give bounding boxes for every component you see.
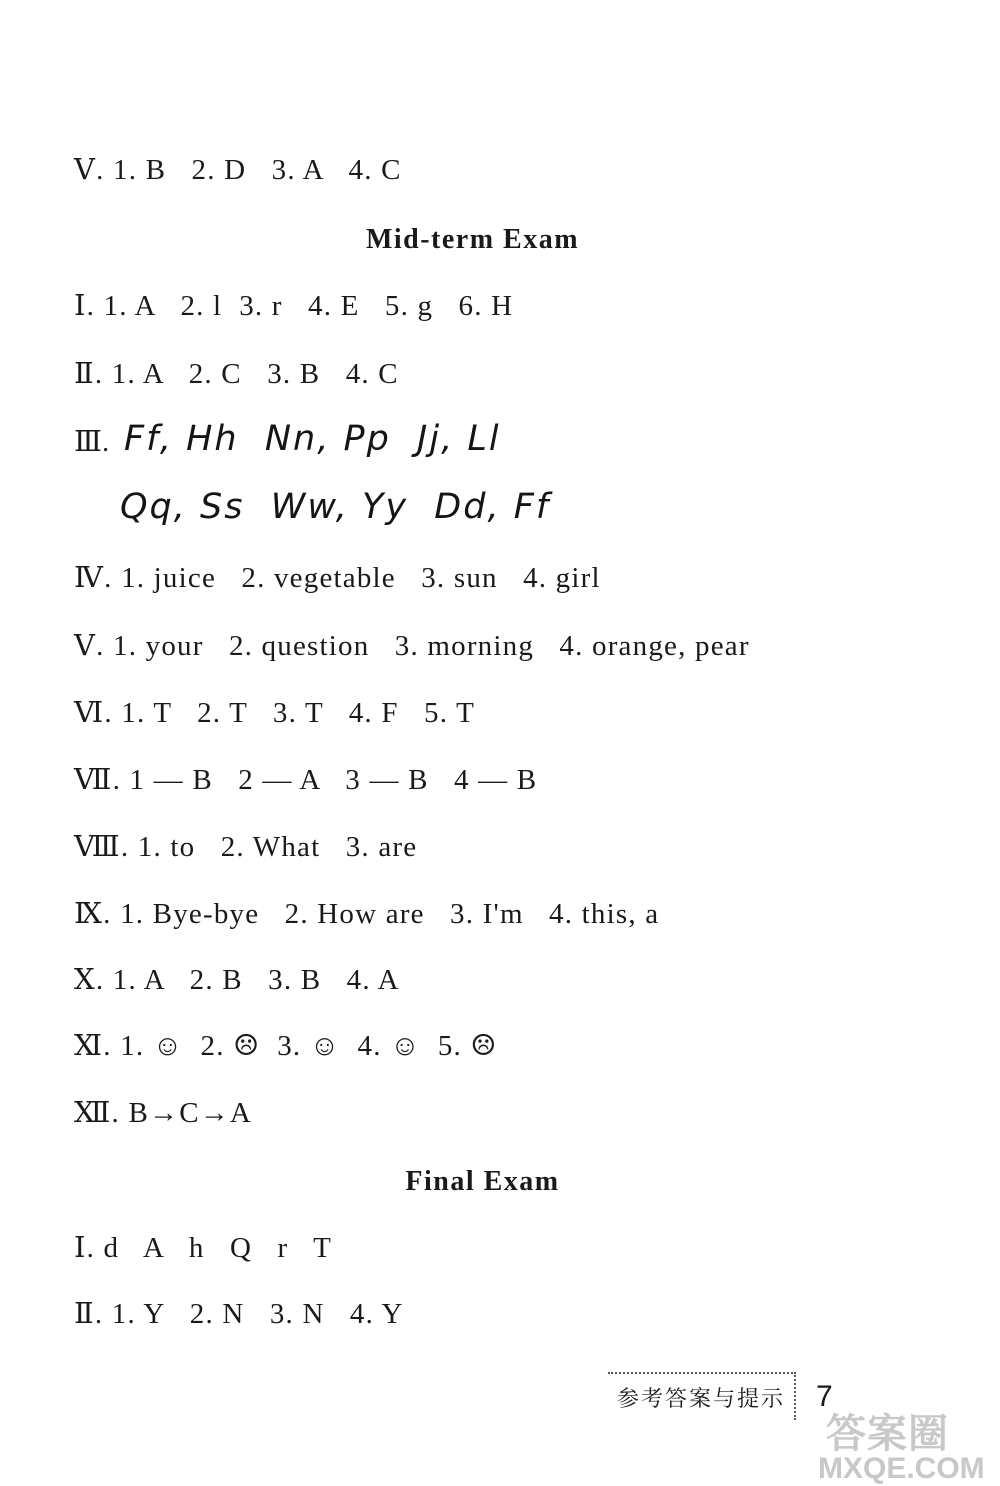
final-section-ii: Ⅱ. 1. Y 2. N 3. N 4. Y — [74, 1298, 404, 1330]
final-section-i: Ⅰ. d A h Q r T — [74, 1232, 333, 1264]
midterm-section-iv: Ⅳ. 1. juice 2. vegetable 3. sun 4. girl — [74, 562, 601, 594]
page-number: 7 — [816, 1380, 833, 1413]
final-title: Final Exam — [405, 1166, 560, 1197]
handwritten-letters-row-1: Ff, Hh Nn, Pp Jj, Ll — [124, 419, 501, 459]
watermark-brand: 答案圈 — [826, 1412, 949, 1456]
midterm-section-vi: Ⅵ. 1. T 2. T 3. T 4. F 5. T — [74, 697, 475, 729]
midterm-section-ix: Ⅸ. 1. Bye-bye 2. How are 3. I'm 4. this, a — [74, 898, 660, 930]
section-v-answers: Ⅴ. 1. B 2. D 3. A 4. C — [74, 154, 402, 186]
midterm-section-v: Ⅴ. 1. your 2. question 3. morning 4. orange, pear — [74, 630, 750, 662]
watermark-url: MXQE.COM — [818, 1452, 985, 1485]
midterm-section-vii: Ⅶ. 1 — B 2 — A 3 — B 4 — B — [74, 764, 538, 796]
midterm-section-xi: Ⅺ. 1. ☺ 2. ☹ 3. ☺ 4. ☺ 5. ☹ — [74, 1030, 498, 1062]
watermark — [818, 1400, 998, 1486]
midterm-title: Mid-term Exam — [365, 224, 580, 255]
midterm-section-xii: Ⅻ. B→C→A — [74, 1097, 253, 1129]
handwritten-letters-row-2: Qq, Ss Ww, Yy Dd, Ff — [120, 487, 551, 527]
midterm-section-viii: Ⅷ. 1. to 2. What 3. are — [74, 831, 418, 863]
midterm-section-i: Ⅰ. 1. A 2. l 3. r 4. E 5. g 6. H — [74, 290, 514, 322]
midterm-section-x: Ⅹ. 1. A 2. B 3. B 4. A — [74, 964, 400, 996]
midterm-section-iii-label: Ⅲ. — [74, 426, 110, 458]
footer-label: 参考答案与提示 — [608, 1372, 796, 1420]
midterm-section-ii: Ⅱ. 1. A 2. C 3. B 4. C — [74, 358, 399, 390]
